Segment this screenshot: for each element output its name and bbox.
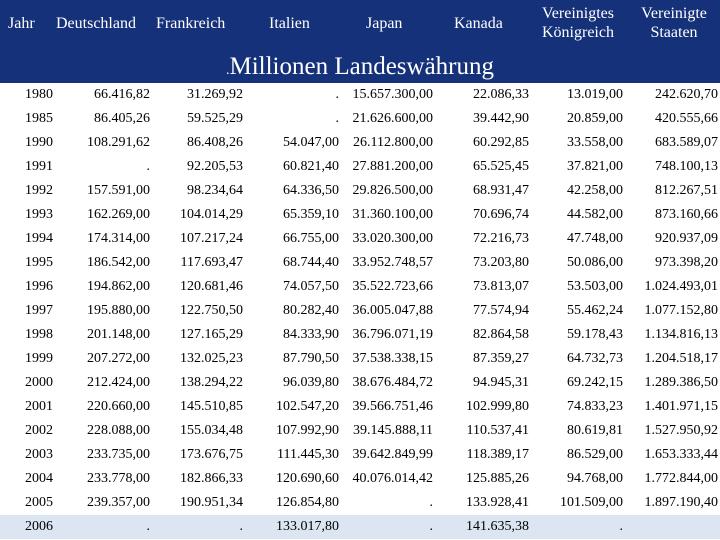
cell-ca: 73.203,80 xyxy=(473,255,529,270)
cell-us: 242.620,70 xyxy=(655,87,718,102)
table-row xyxy=(0,203,720,227)
cell-de: 201.148,00 xyxy=(87,327,150,342)
header-italy: Italien xyxy=(269,15,310,32)
cell-uk: 74.833,23 xyxy=(567,399,623,414)
header-uk xyxy=(526,4,630,42)
cell-fr: . xyxy=(239,519,243,534)
cell-fr: 190.951,34 xyxy=(180,495,243,510)
cell-fr: 120.681,46 xyxy=(180,279,243,294)
cell-year: 1985 xyxy=(25,111,53,126)
header-canada: Kanada xyxy=(454,15,503,32)
cell-us: 812.267,51 xyxy=(655,183,718,198)
cell-ca: 102.999,80 xyxy=(466,399,529,414)
cell-jp: 15.657.300,00 xyxy=(352,87,433,102)
cell-jp: 21.626.600,00 xyxy=(352,111,433,126)
cell-us: 748.100,13 xyxy=(655,159,718,174)
cell-fr: 86.408,26 xyxy=(187,135,243,150)
cell-fr: 182.866,33 xyxy=(180,471,243,486)
header-germany: Deutschland xyxy=(56,15,136,32)
cell-uk: 42.258,00 xyxy=(567,183,623,198)
cell-de: 207.272,00 xyxy=(87,351,150,366)
cell-jp: 36.005.047,88 xyxy=(352,303,433,318)
cell-year: 2003 xyxy=(25,447,53,462)
cell-year: 1991 xyxy=(25,159,53,174)
table-row xyxy=(0,419,720,443)
cell-jp: . xyxy=(429,495,433,510)
cell-ca: 87.359,27 xyxy=(473,351,529,366)
cell-ca: 110.537,41 xyxy=(466,423,529,438)
cell-fr: 132.025,23 xyxy=(180,351,243,366)
table-row xyxy=(0,491,720,515)
cell-it: 80.282,40 xyxy=(283,303,339,318)
table-row xyxy=(0,179,720,203)
cell-year: 1995 xyxy=(25,255,53,270)
cell-ca: 68.931,47 xyxy=(473,183,529,198)
cell-us: 1.653.333,44 xyxy=(644,447,718,462)
cell-us: 683.589,07 xyxy=(655,135,718,150)
table-row xyxy=(0,107,720,131)
cell-us: 973.398,20 xyxy=(655,255,718,270)
cell-jp: . xyxy=(429,519,433,534)
cell-uk: 94.768,00 xyxy=(567,471,623,486)
data-table xyxy=(0,83,720,539)
cell-year: 1998 xyxy=(25,327,53,342)
cell-de: 186.542,00 xyxy=(87,255,150,270)
cell-it: 96.039,80 xyxy=(283,375,339,390)
cell-ca: 22.086,33 xyxy=(473,87,529,102)
cell-de: . xyxy=(146,519,150,534)
cell-de: 194.862,00 xyxy=(87,279,150,294)
cell-ca: 82.864,58 xyxy=(473,327,529,342)
cell-us: 873.160,66 xyxy=(655,207,718,222)
cell-de: 108.291,62 xyxy=(87,135,150,150)
header-uk-line1: Vereinigtes xyxy=(542,5,614,22)
table-row xyxy=(0,347,720,371)
cell-de: 233.778,00 xyxy=(87,471,150,486)
table-row xyxy=(0,323,720,347)
header-japan: Japan xyxy=(366,15,403,32)
cell-uk: 50.086,00 xyxy=(567,255,623,270)
cell-uk: 44.582,00 xyxy=(567,207,623,222)
cell-uk: 80.619,81 xyxy=(567,423,623,438)
cell-fr: 117.693,47 xyxy=(180,255,243,270)
cell-it: . xyxy=(335,111,339,126)
table-row xyxy=(0,83,720,107)
cell-uk: 64.732,73 xyxy=(567,351,623,366)
cell-it: 84.333,90 xyxy=(283,327,339,342)
cell-year: 1990 xyxy=(25,135,53,150)
cell-uk: 59.178,43 xyxy=(567,327,623,342)
cell-de: 228.088,00 xyxy=(87,423,150,438)
cell-jp: 35.522.723,66 xyxy=(352,279,433,294)
table-row xyxy=(0,371,720,395)
cell-ca: 141.635,38 xyxy=(466,519,529,534)
cell-jp: 39.145.888,11 xyxy=(353,423,433,438)
cell-it: 107.992,90 xyxy=(276,423,339,438)
cell-fr: 107.217,24 xyxy=(180,231,243,246)
table-row xyxy=(0,443,720,467)
cell-year: 2000 xyxy=(25,375,53,390)
cell-us: 1.024.493,01 xyxy=(644,279,718,294)
subtitle-dot: . xyxy=(225,63,230,78)
cell-it: 64.336,50 xyxy=(283,183,339,198)
table-row xyxy=(0,227,720,251)
cell-jp: 33.020.300,00 xyxy=(352,231,433,246)
cell-jp: 40.076.014,42 xyxy=(352,471,433,486)
cell-jp: 31.360.100,00 xyxy=(352,207,433,222)
cell-ca: 118.389,17 xyxy=(466,447,529,462)
cell-year: 1980 xyxy=(25,87,53,102)
cell-it: 126.854,80 xyxy=(276,495,339,510)
cell-us: 1.527.950,92 xyxy=(644,423,718,438)
cell-uk: 55.462,24 xyxy=(567,303,623,318)
cell-jp: 33.952.748,57 xyxy=(352,255,433,270)
table-row xyxy=(0,251,720,275)
cell-fr: 138.294,22 xyxy=(180,375,243,390)
cell-ca: 77.574,94 xyxy=(473,303,529,318)
cell-fr: 59.525,29 xyxy=(187,111,243,126)
cell-year: 1996 xyxy=(25,279,53,294)
cell-it: 87.790,50 xyxy=(283,351,339,366)
cell-us: 1.401.971,15 xyxy=(644,399,718,414)
cell-de: 239.357,00 xyxy=(87,495,150,510)
cell-year: 1999 xyxy=(25,351,53,366)
table-row xyxy=(0,515,720,539)
cell-it: 111.445,30 xyxy=(277,447,339,462)
cell-fr: 98.234,64 xyxy=(187,183,243,198)
cell-us: 1.134.816,13 xyxy=(644,327,718,342)
cell-ca: 72.216,73 xyxy=(473,231,529,246)
cell-de: 195.880,00 xyxy=(87,303,150,318)
cell-ca: 65.525,45 xyxy=(473,159,529,174)
cell-us: 1.077.152,80 xyxy=(644,303,718,318)
table-row xyxy=(0,131,720,155)
cell-de: 157.591,00 xyxy=(87,183,150,198)
cell-de: 220.660,00 xyxy=(87,399,150,414)
cell-it: 102.547,20 xyxy=(276,399,339,414)
cell-year: 2002 xyxy=(25,423,53,438)
cell-us: 1.772.844,00 xyxy=(644,471,718,486)
cell-fr: 122.750,50 xyxy=(180,303,243,318)
cell-uk: 53.503,00 xyxy=(567,279,623,294)
header-year: Jahr xyxy=(8,15,35,32)
cell-uk: 86.529,00 xyxy=(567,447,623,462)
cell-fr: 155.034,48 xyxy=(180,423,243,438)
cell-uk: 33.558,00 xyxy=(567,135,623,150)
cell-de: 174.314,00 xyxy=(87,231,150,246)
table-row xyxy=(0,467,720,491)
cell-it: 54.047,00 xyxy=(283,135,339,150)
header-uk-line2: Königreich xyxy=(542,24,614,41)
cell-uk: 37.821,00 xyxy=(567,159,623,174)
header-us-line1: Vereinigte xyxy=(641,5,707,22)
cell-it: 60.821,40 xyxy=(283,159,339,174)
cell-ca: 70.696,74 xyxy=(473,207,529,222)
cell-fr: 31.269,92 xyxy=(187,87,243,102)
cell-it: 74.057,50 xyxy=(283,279,339,294)
header-us xyxy=(628,4,720,42)
cell-jp: 29.826.500,00 xyxy=(352,183,433,198)
cell-de: 233.735,00 xyxy=(87,447,150,462)
cell-uk: . xyxy=(619,519,623,534)
cell-ca: 73.813,07 xyxy=(473,279,529,294)
cell-ca: 60.292,85 xyxy=(473,135,529,150)
cell-jp: 36.796.071,19 xyxy=(352,327,433,342)
cell-it: 66.755,00 xyxy=(283,231,339,246)
cell-de: 212.424,00 xyxy=(87,375,150,390)
cell-us: 420.555,66 xyxy=(655,111,718,126)
cell-fr: 173.676,75 xyxy=(180,447,243,462)
cell-it: 133.017,80 xyxy=(276,519,339,534)
cell-year: 1992 xyxy=(25,183,53,198)
cell-jp: 39.566.751,46 xyxy=(352,399,433,414)
table-row xyxy=(0,275,720,299)
cell-us: 1.897.190,40 xyxy=(644,495,718,510)
cell-fr: 92.205,53 xyxy=(187,159,243,174)
cell-fr: 145.510,85 xyxy=(180,399,243,414)
cell-it: 65.359,10 xyxy=(283,207,339,222)
cell-year: 1994 xyxy=(25,231,53,246)
cell-year: 2004 xyxy=(25,471,53,486)
cell-jp: 39.642.849,99 xyxy=(352,447,433,462)
cell-uk: 47.748,00 xyxy=(567,231,623,246)
cell-us: 920.937,09 xyxy=(655,231,718,246)
cell-it: . xyxy=(335,87,339,102)
cell-ca: 39.442,90 xyxy=(473,111,529,126)
cell-ca: 94.945,31 xyxy=(473,375,529,390)
cell-fr: 104.014,29 xyxy=(180,207,243,222)
table-subtitle xyxy=(0,52,720,86)
cell-jp: 38.676.484,72 xyxy=(352,375,433,390)
cell-uk: 13.019,00 xyxy=(567,87,623,102)
cell-de: 86.405,26 xyxy=(94,111,150,126)
cell-de: 66.416,82 xyxy=(94,87,150,102)
table-header xyxy=(0,0,720,83)
cell-us: 1.289.386,50 xyxy=(644,375,718,390)
header-us-line2: Staaten xyxy=(650,24,698,41)
cell-uk: 20.859,00 xyxy=(567,111,623,126)
table-row xyxy=(0,395,720,419)
cell-ca: 125.885,26 xyxy=(466,471,529,486)
cell-year: 1997 xyxy=(25,303,53,318)
subtitle-text: Millionen Landeswährung xyxy=(229,53,495,80)
table-row xyxy=(0,155,720,179)
header-france: Frankreich xyxy=(156,15,226,32)
cell-uk: 101.509,00 xyxy=(560,495,623,510)
cell-year: 2006 xyxy=(25,519,53,534)
cell-it: 68.744,40 xyxy=(283,255,339,270)
cell-year: 2001 xyxy=(25,399,53,414)
cell-jp: 26.112.800,00 xyxy=(353,135,433,150)
cell-uk: 69.242,15 xyxy=(567,375,623,390)
cell-jp: 37.538.338,15 xyxy=(352,351,433,366)
table-row xyxy=(0,299,720,323)
cell-year: 1993 xyxy=(25,207,53,222)
cell-de: . xyxy=(146,159,150,174)
cell-fr: 127.165,29 xyxy=(180,327,243,342)
cell-ca: 133.928,41 xyxy=(466,495,529,510)
cell-us: 1.204.518,17 xyxy=(644,351,718,366)
cell-jp: 27.881.200,00 xyxy=(352,159,433,174)
cell-it: 120.690,60 xyxy=(276,471,339,486)
cell-de: 162.269,00 xyxy=(87,207,150,222)
cell-year: 2005 xyxy=(25,495,53,510)
